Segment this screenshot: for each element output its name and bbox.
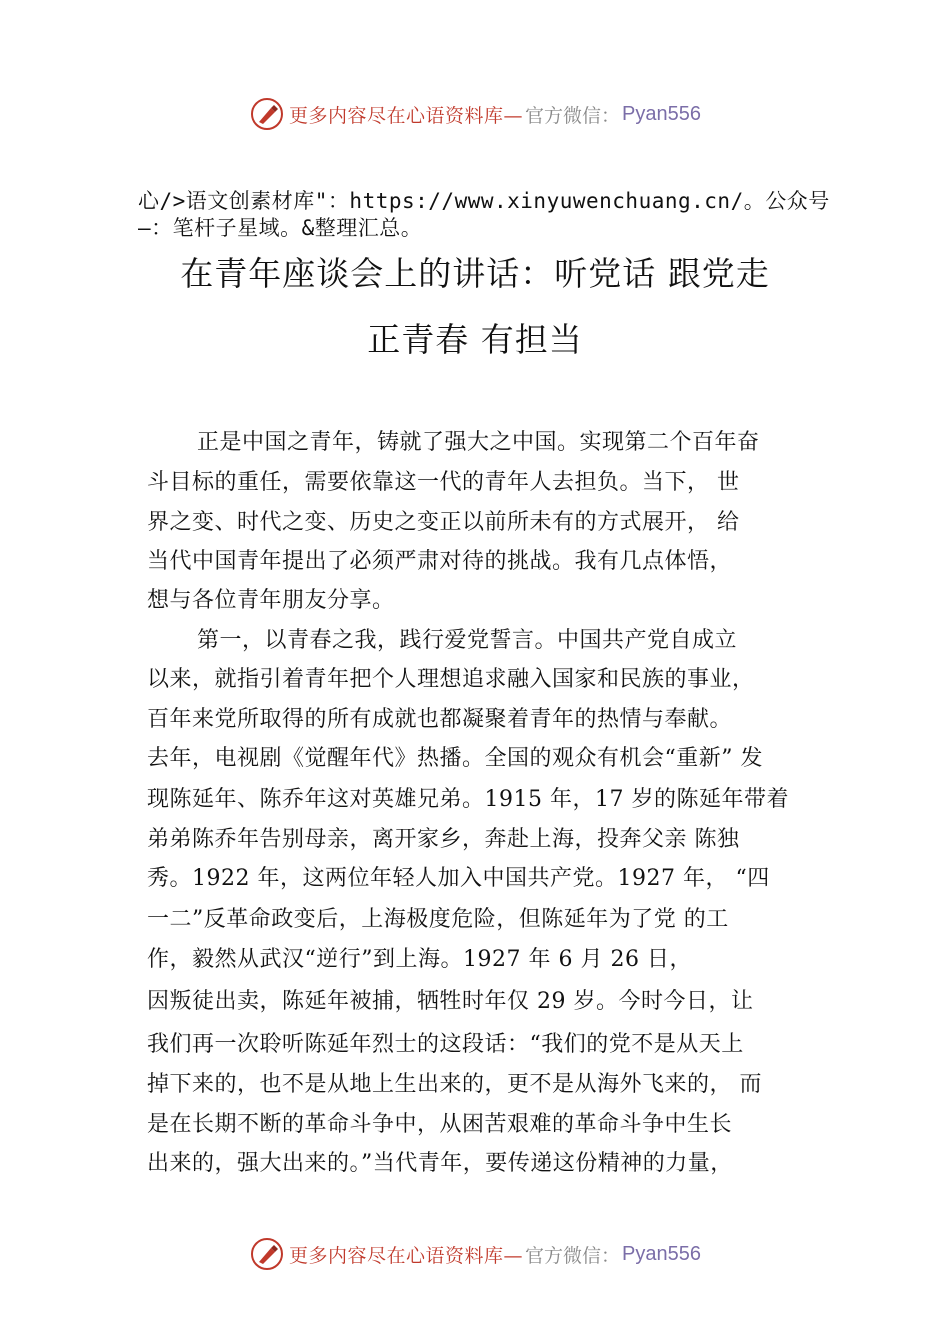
pen-nib-logo-icon [249, 1236, 285, 1272]
page-title-line-2: 正青春 有担当 [367, 320, 583, 359]
body-line: 我们再一次聆听陈延年烈士的这段话：“我们的党不是从天上 [147, 1032, 744, 1057]
header-banner [0, 92, 950, 136]
banner-wechat-handle: Pyan556 [622, 102, 701, 125]
banner-brand-text: 更多内容尽在心语资料库— [289, 104, 524, 127]
body-line: 想与各位青年朋友分享。 [147, 588, 395, 613]
body-line: 百年来党所取得的所有成就也都凝聚着青年的热情与奉献。 [147, 707, 733, 732]
body-line: 出来的，强大出来的。”当代青年，要传递这份精神的力量， [147, 1151, 733, 1176]
banner-brand-text: 更多内容尽在心语资料库— [289, 1244, 524, 1267]
body-line: 现陈延年、陈乔年这对英雄兄弟。1915 年，17 岁的陈延年带着 [147, 787, 789, 812]
body-line: 秀。1922 年，这两位年轻人加入中国共产党。1927 年， “四 [147, 866, 770, 891]
body-line: 去年，电视剧《觉醒年代》热播。全国的观众有机会“重新” 发 [147, 746, 763, 771]
body-line: 斗目标的重任，需要依靠这一代的青年人去担负。当下， 世 [147, 470, 740, 495]
body-line: 第一，以青春之我，践行爱党誓言。中国共产党自成立 [197, 628, 738, 653]
page-title-line-1: 在青年座谈会上的讲话：听党话 跟党走 [180, 254, 770, 293]
body-line: 以来，就指引着青年把个人理想追求融入国家和民族的事业， [147, 667, 755, 692]
body-line: 当代中国青年提出了必须严肃对待的挑战。我有几点体悟， [147, 549, 733, 574]
body-line: 弟弟陈乔年告别母亲，离开家乡，奔赴上海，投奔父亲 陈独 [147, 827, 740, 852]
banner-wechat-handle: Pyan556 [622, 1242, 701, 1265]
body-line: 因叛徒出卖，陈延年被捕，牺牲时年仅 29 岁。今时今日，让 [147, 989, 754, 1014]
banner-wechat-label: 官方微信： [525, 104, 621, 127]
body-line: 正是中国之青年，铸就了强大之中国。实现第二个百年奋 [197, 430, 760, 455]
body-line: 作，毅然从武汉“逆行”到上海。1927 年 6 月 26 日， [147, 947, 692, 972]
source-note: 心/>语文创素材库"：https://www.xinyuwenchuang.cn/。公众号—：笔杆子星域。&整理汇总。 [138, 189, 830, 240]
footer-banner [0, 1232, 950, 1276]
body-line: 掉下来的，也不是从地上生出来的，更不是从海外飞来的， 而 [147, 1072, 762, 1097]
banner-wechat-label: 官方微信： [525, 1244, 621, 1267]
body-line: 界之变、时代之变、历史之变正以前所未有的方式展开， 给 [147, 510, 740, 535]
body-line: 一二”反革命政变后，上海极度危险，但陈延年为了党 的工 [147, 907, 729, 932]
pen-nib-logo-icon [249, 96, 285, 132]
body-line: 是在长期不断的革命斗争中，从困苦艰难的革命斗争中生长 [147, 1112, 733, 1137]
